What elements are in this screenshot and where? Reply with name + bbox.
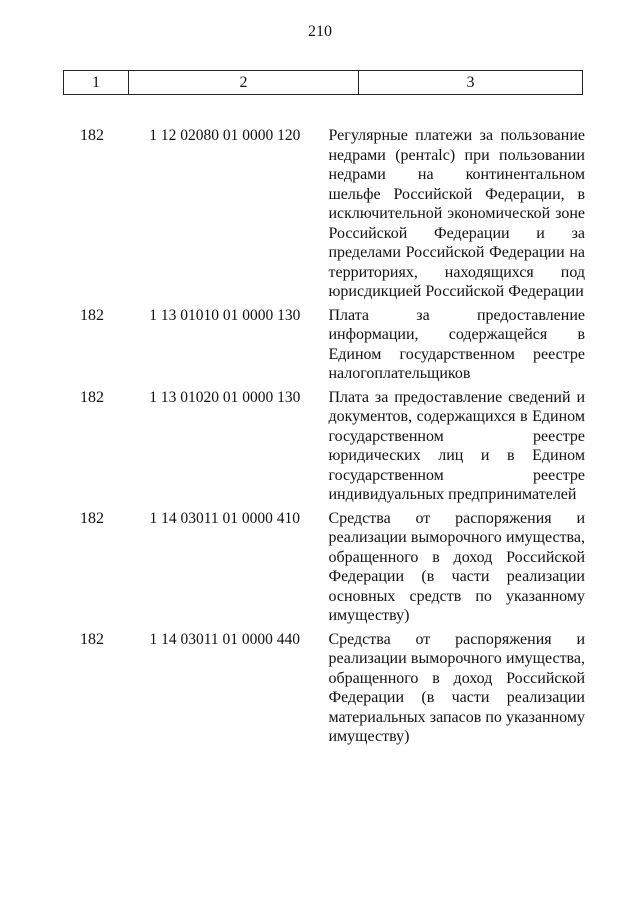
header-col-1: 1 [64, 71, 129, 94]
revenue-name: Средства от распоряжения и реализации выморочного имущества, обращенного в доход Российской Федерации (в части реализации материальных запасов по указанному имуществу) [328, 630, 585, 745]
revenue-code: 1 13 01020 01 0000 130 [149, 388, 301, 406]
admin-code: 182 [80, 388, 105, 406]
revenue-code: 1 14 03011 01 0000 440 [149, 630, 301, 648]
admin-code: 182 [80, 306, 105, 324]
table-row [63, 388, 585, 505]
admin-code: 182 [80, 630, 105, 648]
table-row [63, 126, 585, 302]
table-row [63, 509, 585, 626]
revenue-code: 1 12 02080 01 0000 120 [149, 127, 301, 144]
table-row [63, 630, 585, 747]
header-col-2: 2 [129, 71, 359, 94]
revenue-code: 1 13 01010 01 0000 130 [149, 306, 301, 324]
table-header [63, 70, 583, 95]
table-row [63, 306, 585, 384]
revenue-name: Средства от распоряжения и реализации выморочного имущества, обращенного в доход Российской Федерации (в части реализации основных средств по указанному имуществу) [328, 509, 585, 624]
table-body [63, 126, 585, 751]
admin-code: 182 [80, 127, 105, 144]
revenue-code: 1 14 03011 01 0000 410 [149, 509, 301, 527]
header-col-3: 3 [466, 74, 475, 91]
revenue-name: Плата за предоставление сведений и документов, содержащихся в Едином государственном реестре юридических лиц и в Едином государственном реестре индивидуальных предпринимателей [328, 388, 585, 503]
revenue-name: Регулярные платежи за пользование недрами (рентalс) при пользовании недрами на континентальном шельфе Российской Федерации, в исключительной экономической зоне Российской Федерации и за пределами Российской Федерации на территориях, находящихся под юрисдикцией Российской Федерации [328, 127, 585, 300]
revenue-name: Плата за предоставление информации, содержащейся в Едином государственном реестре налогоплательщиков [328, 306, 585, 382]
page-number: 210 [308, 23, 332, 40]
admin-code: 182 [80, 509, 105, 527]
